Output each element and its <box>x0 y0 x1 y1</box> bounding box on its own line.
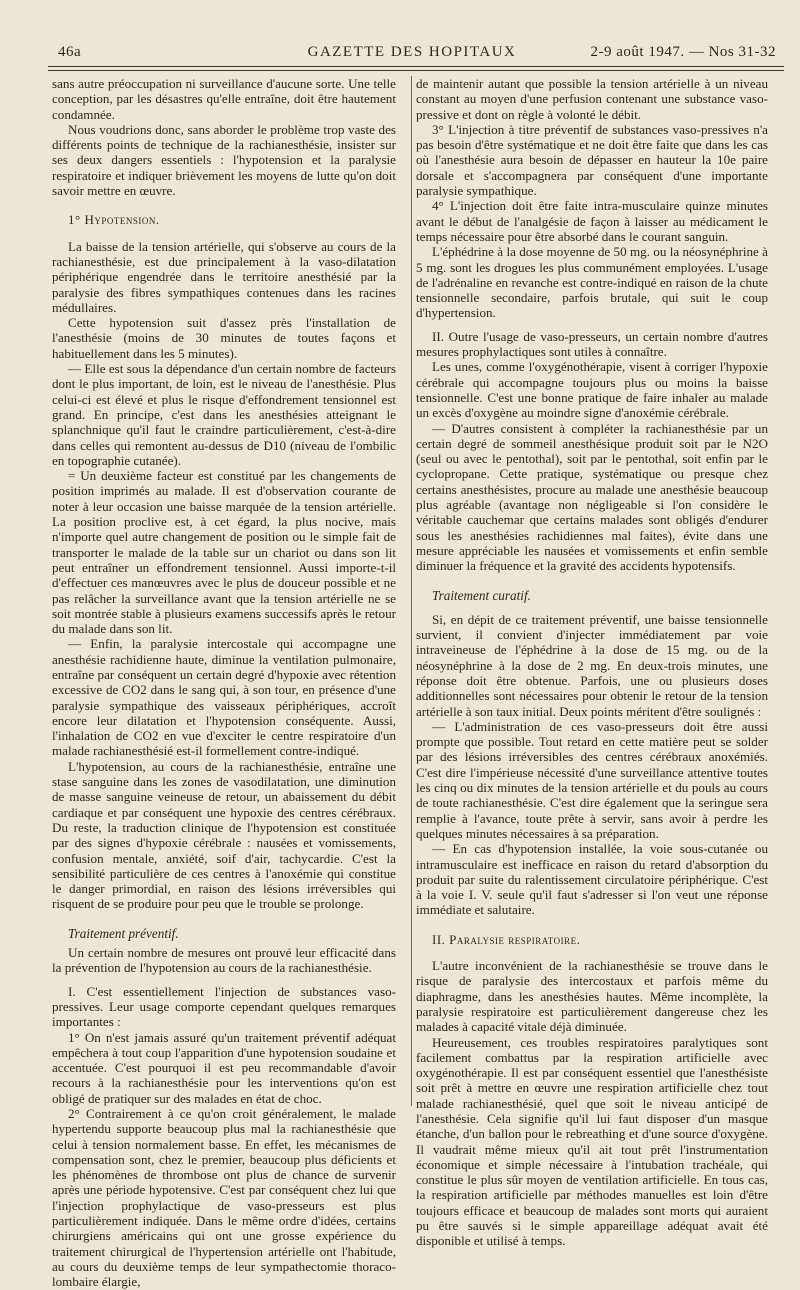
paragraph: sans autre préoccupation ni surveillance d'aucune sorte. Une telle conception, par les désastres qu'elle entraîne, doit être hautement condamnée. <box>52 76 396 122</box>
paragraph: 2° Contrairement à ce qu'on croit généralement, le malade hypertendu supporte beaucoup plus mal la rachianesthésie que celui à tension normalement basse. En effet, les mécanismes de compensation sont, chez le premier, beaucoup plus déficients et les phénomènes de thrombose ont plus de chance de survenir après une période hypotensive. C'est par conséquent chez lui que l'injection prophylactique de vaso-presseurs est plus particulièrement indiquée. Dans le même ordre d'idées, certains chirurgiens américains qui ont une grosse expérience du traitement chirurgical de l'hypertension artérielle ont l'habitude, au cours du deuxième temps de leur sympathectomie thoraco-lombaire élargie, <box>52 1106 396 1290</box>
paragraph: Heureusement, ces troubles respiratoires paralytiques sont facilement combattus par la respiration artificielle avec oxygénothérapie. Il est par conséquent essentiel que l'anesthésiste soit prêt à mettre en œuvre une respiration artificielle chez tout malade rachianesthésié, quel que soit le niveau anticipé de l'anesthésie. Cela signifie qu'il lui faut disposer d'un masque étanche, d'un ballon pour le rebreathing et d'une source d'oxygène. Il vaudrait même mieux qu'il ait tout prêt l'instrumentation économique et simple nécessaire à l'intubation trachéale, qui constitue le plus sûr moyen de ventilation artificielle. En tous cas, la respiration artificielle par méthodes manuelles est loin d'être toujours efficace et beaucoup de malades sont morts qui auraient pu être sauvés si le simple appareillage adéquat avait été disponible et utilisé à temps. <box>416 1034 768 1249</box>
paragraph: — D'autres consistent à compléter la rachianesthésie par un certain degré de sommeil anesthésique produit soit par le N2O (seul ou avec le pentothal), soit par le pentothal, soit enfin par le cyclopropane. Cette pratique, systématique ou presque chez certains anesthésistes, procure au malade une anesthésie beaucoup plus agréable (avantage non négligeable si l'on considère le véritable cauchemar que certains malades sont obligés d'endurer sous les anesthésies rachidiennes mal faites), évite dans une mesure appréciable les nausées et vomissements et enfin semble diminuer la fréquence et la gravité des accidents hypotensifs. <box>416 420 768 574</box>
paragraph: 1° On n'est jamais assuré qu'un traitement préventif adéquat empêchera à tout coup l'apparition d'une hypotension soudaine et accentuée. C'est pourquoi il est peu recommandable d'avoir recours à la rachianesthésie pour les interventions qu'on est obligé de pratiquer sur des malades en état de choc. <box>52 1029 396 1106</box>
paragraph: Un certain nombre de mesures ont prouvé leur efficacité dans la prévention de l'hypotension au cours de la rachianesthésie. <box>52 945 396 976</box>
section-title: Paralysie respiratoire. <box>449 931 581 947</box>
column-divider <box>411 76 412 1106</box>
paragraph: La baisse de la tension artérielle, qui s'observe au cours de la rachianesthésie, est due principalement à la vaso-dilatation périphérique engendrée dans le territoire anesthésié par la paralysie des fibres sympathiques contenues dans les racines médullaires. <box>52 238 396 315</box>
subsection-heading-preventive: Traitement préventif. <box>68 925 179 941</box>
paragraph: 4° L'injection doit être faite intra-musculaire quinze minutes avant le début de l'analgésie de façon à laisser au médicament le temps nécessaire pour être absorbé dans le courant sanguin. <box>416 198 768 244</box>
paragraph: Les unes, comme l'oxygénothérapie, visent à corriger l'hypoxie cérébrale qui accompagne toujours plus ou moins la baisse tensionnelle. C'est une bonne pratique de faire inhaler au malade un excès d'oxygène au moindre signe d'anoxémie cérébrale. <box>416 359 768 421</box>
spacer <box>52 912 396 920</box>
running-header <box>48 44 776 62</box>
paragraph: 3° L'injection à titre préventif de substances vaso-pressives n'a pas besoin d'être systématique et ne doit être faite que dans les cas où l'anesthésie aura besoin de dépasser en hauteur la 10e paire dorsale et s'accompagnera par conséquent d'une importante paralysie sympathique. <box>416 121 768 199</box>
section-number: II. <box>432 931 446 947</box>
section-title: Hypotension. <box>84 212 160 228</box>
section-heading-respiratory <box>416 932 768 947</box>
left-column <box>52 76 396 1290</box>
section-number: 1° <box>68 212 81 228</box>
header-rule-thin <box>48 70 784 71</box>
paragraph: I. C'est essentiellement l'injection de substances vaso-pressives. Leur usage comporte cependant quelques remarques importantes : <box>52 983 396 1030</box>
paragraph: Nous voudrions donc, sans aborder le problème trop vaste des différents points de technique de la rachianesthésie, insister sur ses deux dangers essentiels : l'hypotension et la paralysie respiratoire et indiquer brièvement les moyens de lutte qu'on doit savoir mettre en œuvre. <box>52 121 396 199</box>
spacer <box>416 918 768 926</box>
paragraph: L'éphédrine à la dose moyenne de 50 mg. ou la néosynéphrine à 5 mg. sont les drogues les plus communément employées. L'usage de l'adrénaline en revanche est contre-indiqué en raison de la chute tensionnelle secondaire, parfois brutale, qui suit le coup d'hypertension. <box>416 244 768 321</box>
paragraph: — L'administration de ces vaso-presseurs doit être aussi prompte que possible. Tout retard en cette matière peut se solder par des lésions irréversibles des centres cérébraux anoxémiés. C'est dire l'impérieuse nécessité d'une surveillance attentive toutes les cinq ou dix minutes de la tension artérielle et du pouls au cours de toute rachianesthésie. C'est dire également que la seringue sera remplie à l'avance, toute prête à servir, sans avoir à perdre les quelques minutes nécessaires à sa préparation. <box>416 718 768 841</box>
spacer <box>416 574 768 582</box>
paragraph: — En cas d'hypotension installée, la voie sous-cutanée ou intramusculaire est inefficace en raison du retard d'absorption du produit par suite du ralentissement circulatoire périphérique. C'est à la voie I. V. seule qu'il faut s'adresser si l'on veut une réponse immédiate et salutaire. <box>416 841 768 918</box>
right-column <box>416 76 768 1249</box>
spacer <box>416 321 768 329</box>
issue-date: 2-9 août 1947. — Nos 31-32 <box>590 44 776 60</box>
paragraph: L'autre inconvénient de la rachianesthésie se trouve dans le risque de paralysie des intercostaux et parfois même du diaphragme, dans les anesthésies hautes. Même incomplète, la paralysie respiratoire est particulièrement dangereuse chez les malades à capacité vitale déjà diminuée. <box>416 958 768 1035</box>
spacer <box>52 976 396 984</box>
paragraph: de maintenir autant que possible la tension artérielle à un niveau constant au moyen d'une perfusion contenant une substance vaso-pressive et dont on règle à volonté le débit. <box>416 76 768 122</box>
paragraph: Cette hypotension suit d'assez près l'installation de l'anesthésie (moins de 30 minutes de toutes façons et habituellement dans les 5 minutes). <box>52 315 396 361</box>
paragraph: — Enfin, la paralysie intercostale qui accompagne une anesthésie rachidienne haute, diminue la ventilation pulmonaire, entraîne par conséquent un certain degré d'hypoxie avec rétention excessive de CO2 dans le sang qui, à son tour, en présence d'une paralysie sympathique des vaisseaux périphériques, accroît encore leur dilatation et l'hypotension conséquente. Aussi, l'inhalation de CO2 en vue d'exciter le centre respiratoire d'un malade rachianesthésié est-il formellement contre-indiqué. <box>52 636 396 759</box>
paragraph: II. Outre l'usage de vaso-presseurs, un certain nombre d'autres mesures prophylactiques sont utiles à connaître. <box>416 328 768 360</box>
journal-title: GAZETTE DES HOPITAUX <box>307 44 517 60</box>
paragraph: = Un deuxième facteur est constitué par les changements de position imprimés au malade. Il est d'observation courante de noter à leur occasion une baisse marquée de la tension artérielle. La position proclive est, à cet égard, la plus nocive, mais n'importe quel autre changement de position ou le simple fait de transporter le malade de la table sur un chariot ou dans son lit peut entraîner un effondrement tensionnel. Aussi importe-t-il d'effectuer ces manœuvres avec le plus de douceur possible et ne pas relâcher la surveillance avant que la tension artérielle ne se soit montrée stable à plusieurs examens successifs après le retour du malade dans son lit. <box>52 468 396 637</box>
subsection-heading-curative: Traitement curatif. <box>432 587 531 603</box>
header-rule <box>48 66 784 67</box>
paragraph: Si, en dépit de ce traitement préventif, une baisse tensionnelle survient, il convient d'injecter immédiatement par voie intraveineuse de l'éphédrine à la dose de 15 mg. ou de la néosynéphrine à la dose de 2 mg. En deux-trois minutes, une réponse doit être obtenue. Parfois, une ou plusieurs doses additionnelles sont nécessaires pour obtenir le retour de la tension artérielle à son taux initial. Deux points méritent d'être soulignés : <box>416 611 768 719</box>
spacer <box>52 198 396 206</box>
paragraph: — Elle est sous la dépendance d'un certain nombre de facteurs dont le plus important, de loin, est le niveau de l'anesthésie. Plus celui-ci est élevé et plus le risque d'effondrement tensionnel est grand. En principe, c'est dans les anesthésies atteignant le splanchnique qu'il faut le craindre particulièrement, c'est-à-dire dans celles qui remontent au-dessus de D10 (niveau de l'ombilic en topographie cutanée). <box>52 361 396 468</box>
paragraph: L'hypotension, au cours de la rachianesthésie, entraîne une stase sanguine dans les zones de vasodilatation, une diminution de masse sanguine veineuse de retour, un abaissement du débit cardiaque et par conséquent une hypoxie des centres cérébraux. Du reste, la traduction clinique de l'hypotension est constituée par des signes d'hypoxie cérébrale : nausées et vomissements, confusion mentale, anxiété, soif d'air, tachycardie. C'est la sensibilité particulière de ces centres à l'anoxémie qui constitue le danger primordial, en raison des lésions irréversibles qui risquent de se produire pour peu que le trouble se prolonge. <box>52 758 396 912</box>
page-number: 46a <box>58 44 82 60</box>
section-heading-hypotension <box>52 212 396 227</box>
